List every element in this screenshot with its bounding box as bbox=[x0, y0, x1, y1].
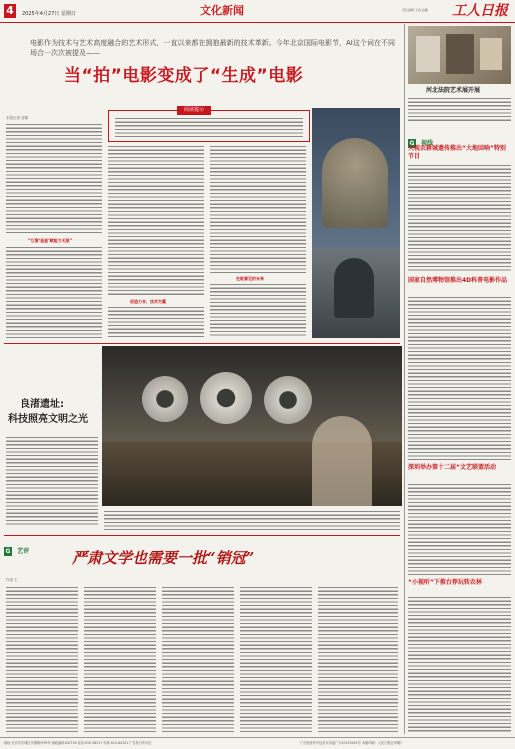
news-text-1 bbox=[408, 164, 511, 272]
lead-intro: 电影作为技术与艺术高度融合的艺术形式，一直以来都在拥抱最新的技术革新。今年北京国际电影节，AI这个词在不同场合一次次被提及—— bbox=[30, 39, 395, 57]
lead-column-1 bbox=[6, 123, 102, 235]
lead-column-1b bbox=[6, 246, 102, 339]
photo-story-text bbox=[6, 436, 98, 526]
photo-story-title-2: 科技照亮文明之光 bbox=[8, 414, 88, 425]
footer-right: 广告经营许可证京东市监广字20170051号 本版印刷：人民日报社印刷厂 bbox=[300, 741, 404, 745]
news-text-2 bbox=[408, 296, 511, 460]
masthead-logo: 工人日报 bbox=[452, 3, 508, 19]
arts-column-5 bbox=[318, 586, 398, 732]
arts-column-1 bbox=[6, 586, 78, 732]
lead-column-2b bbox=[108, 306, 204, 338]
news-text-3 bbox=[408, 483, 511, 575]
section-title: 文化新闻 bbox=[200, 4, 244, 17]
arts-column-4 bbox=[240, 586, 312, 732]
lead-column-3 bbox=[210, 145, 306, 275]
liangzhu-photo bbox=[102, 346, 402, 506]
divider-mid bbox=[4, 343, 400, 344]
lead-headline: 当“拍”电影变成了“生成”电影 bbox=[64, 66, 304, 86]
arts-g-icon: G bbox=[5, 548, 11, 555]
news-headline-1: 央视农耕城遗传推出“大地回响”特别节目 bbox=[408, 145, 506, 160]
right-top-text bbox=[408, 97, 511, 123]
lead-subhead-2: 创造力本、技术为翼 bbox=[130, 299, 166, 304]
arts-headline: 严肃文学也需要一批“销冠” bbox=[72, 549, 255, 567]
issue-date: 2025年4月27日 星期日 bbox=[22, 11, 76, 17]
footer-left: 地址:北京市东城区安德路甲99号 邮政编码100718 电话:010-58217 传真:010-84151 广告发行许可证 bbox=[4, 741, 152, 745]
news-label bbox=[408, 130, 448, 147]
arts-byline: 作者 王 bbox=[6, 578, 18, 582]
news-headline-4: “小视听”下推台荐玩转农林 bbox=[408, 579, 482, 586]
photo-caption bbox=[104, 510, 400, 530]
photo-story-title-1: 良渚遗址: bbox=[20, 399, 64, 410]
lead-photo bbox=[312, 108, 400, 338]
lead-subhead-3: 在能看见的未来 bbox=[236, 276, 264, 281]
news-headline-2: 国家自然博物馆推出4D科普电影作品 bbox=[408, 277, 508, 284]
reading-tip-box bbox=[108, 107, 310, 142]
news-text-4 bbox=[408, 596, 511, 732]
news-g-icon: G bbox=[409, 140, 415, 147]
reading-tip-title: 阅读提示 bbox=[177, 106, 211, 115]
right-column-border bbox=[404, 24, 405, 734]
divider-arts bbox=[4, 535, 400, 536]
lead-subhead-1: “它像‘造星’赋能力无限” bbox=[28, 238, 73, 243]
right-top-title: 河北法院艺术展开展 bbox=[426, 87, 481, 94]
reading-tip-text bbox=[115, 117, 303, 137]
arts-column-2 bbox=[84, 586, 156, 732]
page-header bbox=[0, 0, 515, 23]
news-headline-3: 深圳举办第十二届“文艺联盟活动 bbox=[408, 464, 496, 471]
right-top-photo bbox=[408, 26, 511, 84]
page-number: 4 bbox=[4, 4, 16, 18]
news-label-text: 视线 bbox=[421, 140, 434, 147]
lead-column-2 bbox=[108, 145, 204, 297]
lead-column-3b bbox=[210, 283, 306, 338]
editor-line: 责任编辑 王斌 赵鑫 bbox=[402, 8, 428, 12]
arts-section-label bbox=[4, 538, 32, 555]
lead-byline: 本报记者 邹倩 bbox=[6, 116, 29, 120]
arts-column-3 bbox=[162, 586, 234, 732]
arts-label-text: 艺评 bbox=[17, 548, 30, 555]
page-footer bbox=[0, 737, 515, 749]
